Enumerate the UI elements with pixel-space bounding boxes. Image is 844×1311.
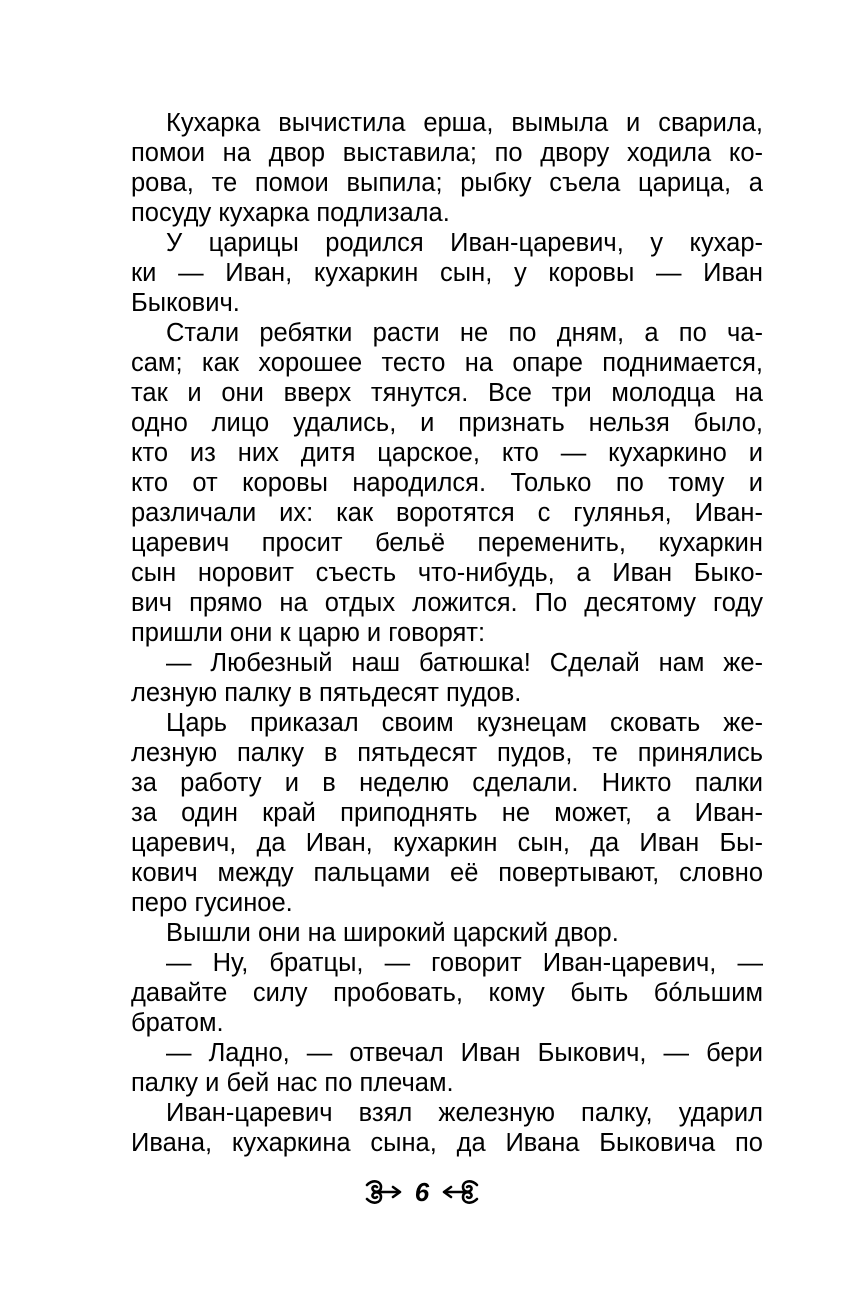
paragraph — [131, 108, 763, 228]
swirl-ornament-right-icon — [363, 1177, 403, 1207]
paragraph — [131, 648, 763, 708]
text-line: У царицы родился Иван-царевич, у кухар- — [166, 229, 763, 257]
text-line: — Ладно, — отвечал Иван Быкович, — бери — [166, 1039, 763, 1067]
text-line: Ивана, кухаркина сына, да Ивана Быковича по — [131, 1129, 763, 1157]
text-line: кович между пальцами её повертывают, словно — [131, 859, 763, 887]
paragraph — [131, 228, 763, 318]
text-line: — Ну, братцы, — говорит Иван-царевич, — — [166, 949, 763, 977]
text-line: Иван-царевич взял железную палку, ударил — [166, 1099, 763, 1127]
paragraph — [131, 708, 763, 918]
text-line: пришли они к царю и говорят: — [131, 619, 486, 647]
text-line: перо гусиное. — [131, 889, 293, 917]
text-line: кто из них дитя царское, кто — кухаркино и — [131, 439, 763, 467]
text-line: царевич, да Иван, кухаркин сын, да Иван Бы- — [131, 829, 763, 857]
text-line: так и они вверх тянутся. Все три молодца на — [131, 379, 763, 407]
page-footer — [0, 1172, 844, 1212]
text-line: вич прямо на отдых ложится. По десятому году — [131, 589, 763, 617]
text-line: кто от коровы народился. Только по тому и — [131, 469, 763, 497]
text-line: различали их: как воротятся с гулянья, Иван- — [131, 499, 763, 527]
page-number: 6 — [414, 1177, 430, 1207]
text-line: лезную палку в пятьдесят пудов. — [131, 679, 522, 707]
text-line: за работу и в неделю сделали. Никто палки — [131, 769, 763, 797]
text-line: Царь приказал своим кузнецам сковать же- — [166, 709, 763, 737]
text-line: сам; как хорошее тесто на опаре поднимается, — [131, 349, 763, 377]
text-line: Стали ребятки расти не по дням, а по ча- — [166, 319, 763, 347]
text-line: — Любезный наш батюшка! Сделай нам же- — [166, 649, 763, 677]
text-line: Быкович. — [131, 289, 240, 317]
body-text — [131, 108, 763, 1158]
paragraph — [131, 918, 763, 948]
text-line: палку и бей нас по плечам. — [131, 1069, 454, 1097]
paragraph — [131, 318, 763, 648]
text-line: помои на двор выставила; по двору ходила ко- — [131, 139, 763, 167]
text-line: за один край приподнять не может, а Иван- — [131, 799, 763, 827]
text-line: рова, те помои выпила; рыбку съела царица, а — [131, 169, 763, 197]
text-line: посуду кухарка подлизала. — [131, 199, 450, 227]
text-line: царевич просит бельё переменить, кухаркин — [131, 529, 763, 557]
paragraph — [131, 1098, 763, 1158]
text-line: ки — Иван, кухаркин сын, у коровы — Иван — [131, 259, 763, 287]
text-line: Кухарка вычистила ерша, вымыла и сварила, — [166, 109, 763, 137]
text-line: братом. — [131, 1009, 224, 1037]
text-line: Вышли они на широкий царский двор. — [166, 919, 619, 947]
paragraph — [131, 1038, 763, 1098]
text-line: сын норовит съесть что-нибудь, а Иван Быко- — [131, 559, 763, 587]
text-line: давайте силу пробовать, кому быть бóльшим — [131, 979, 763, 1007]
swirl-ornament-left-icon — [441, 1177, 481, 1207]
text-line: лезную палку в пятьдесят пудов, те принялись — [131, 739, 763, 767]
paragraph — [131, 948, 763, 1038]
text-line: одно лицо удались, и признать нельзя было, — [131, 409, 763, 437]
